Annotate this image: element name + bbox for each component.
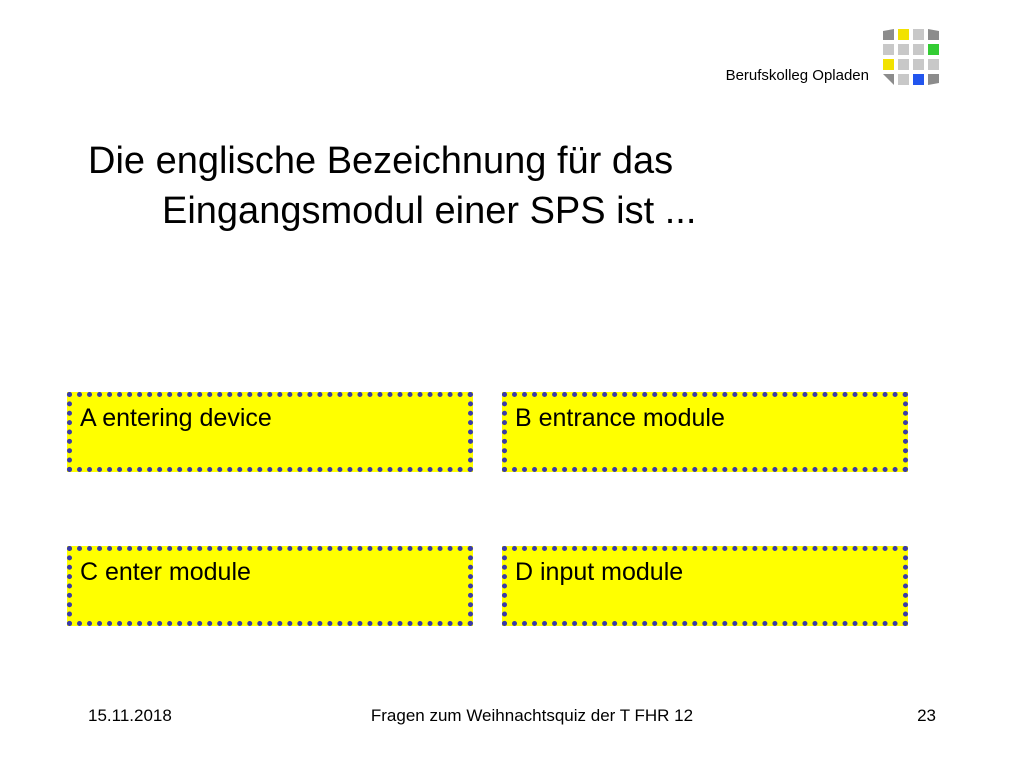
logo-grid-icon <box>883 29 941 87</box>
org-name: Berufskolleg Opladen <box>725 67 869 84</box>
question-line-2: Eingangsmodul einer SPS ist ... <box>162 190 697 232</box>
answer-option-d[interactable]: D input module <box>502 546 908 626</box>
school-logo <box>883 29 941 87</box>
answer-option-c[interactable]: C enter module <box>67 546 473 626</box>
question-text <box>88 136 908 236</box>
footer-title: Fragen zum Weihnachtsquiz der T FHR 12 <box>370 706 694 725</box>
answer-option-a[interactable]: A entering device <box>67 392 473 472</box>
answer-option-b[interactable]: B entrance module <box>502 392 908 472</box>
page-number: 23 <box>917 706 936 725</box>
footer-date: 15.11.2018 <box>88 706 172 725</box>
question-line-1: Die englische Bezeichnung für das <box>88 140 674 182</box>
